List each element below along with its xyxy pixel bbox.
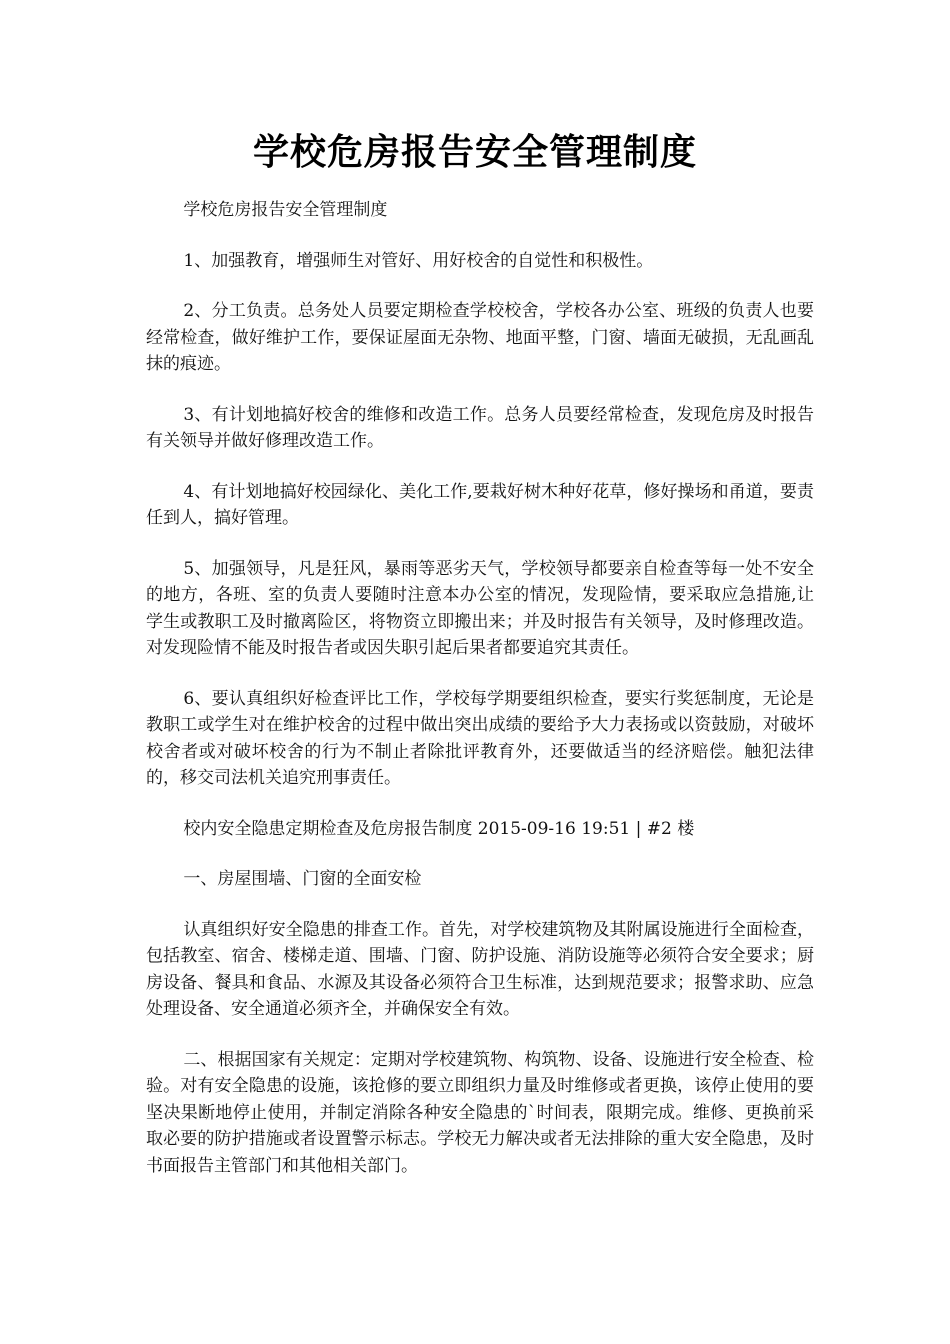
paragraph-item-2: 2、分工负责。总务处人员要定期检查学校校舍，学校各办公室、班级的负责人也要经常检查，做好维护工作，要保证屋面无杂物、地面平整，门窗、墙面无破损，无乱画乱抹的痕迹。 bbox=[146, 301, 814, 374]
document-body bbox=[146, 197, 814, 1203]
paragraph-section-one-body: 认真组织好安全隐患的排查工作。首先，对学校建筑物及其附属设施进行全面检查，包括教室、宿舍、楼梯走道、围墙、门窗、防护设施、消防设施等必须符合安全要求；厨房设备、餐具和食品、水源及其设备必须符合卫生标准，达到规范要求；报警求助、应急处理设备、安全通道必须齐全，并确保安全有效。 bbox=[146, 919, 814, 1019]
paragraph-item-1: 1、加强教育，增强师生对管好、用好校舍的自觉性和积极性。 bbox=[183, 250, 654, 271]
paragraph-subtitle: 学校危房报告安全管理制度 bbox=[183, 200, 388, 220]
paragraph-item-6: 6、要认真组织好检查评比工作，学校每学期要组织检查，要实行奖惩制度，无论是教职工或学生对在维护校舍的过程中做出突出成绩的要给予大力表扬或以资鼓励，对破坏校舍者或对破坏校舍的行为不制止者除批评教育外，还要做适当的经济赔偿。触犯法律的，移交司法机关追究刑事责任。 bbox=[146, 688, 814, 788]
paragraph-item-4: 4、有计划地搞好校园绿化、美化工作,要栽好树木种好花草，修好操场和甬道，要责任到人，搞好管理。 bbox=[146, 481, 814, 528]
paragraph-item-3: 3、有计划地搞好校舍的维修和改造工作。总务人员要经常检查，发现危房及时报告有关领导并做好修理改造工作。 bbox=[146, 404, 814, 451]
paragraph-section-two: 二、根据国家有关规定：定期对学校建筑物、构筑物、设备、设施进行安全检查、检验。对有安全隐患的设施，该抢修的要立即组织力量及时维修或者更换，该停止使用的要坚决果断地停止使用，并制定消除各种安全隐患的`时间表，限期完成。维修、更换前采取必要的防护措施或者设置警示标志。学校无力解决或者无法排除的重大安全隐患，及时书面报告主管部门和其他相关部门。 bbox=[146, 1049, 814, 1176]
paragraph-section-one-heading: 一、房屋围墙、门窗的全面安检 bbox=[183, 869, 422, 889]
paragraph-item-5: 5、加强领导，凡是狂风，暴雨等恶劣天气，学校领导都要亲自检查等每一处不安全的地方，各班、室的负责人要随时注意本办公室的情况，发现险情，要采取应急措施,让学生或教职工及时撤离险区，将物资立即搬出来；并及时报告有关领导，及时修理改造。对发现险情不能及时报告者或因失职引起后果者都要追究其责任。 bbox=[146, 558, 814, 658]
paragraph-section-header: 校内安全隐患定期检查及危房报告制度 2015-09-16 19:51 | #2 楼 bbox=[183, 818, 695, 839]
document-title: 学校危房报告安全管理制度 bbox=[252, 131, 697, 173]
